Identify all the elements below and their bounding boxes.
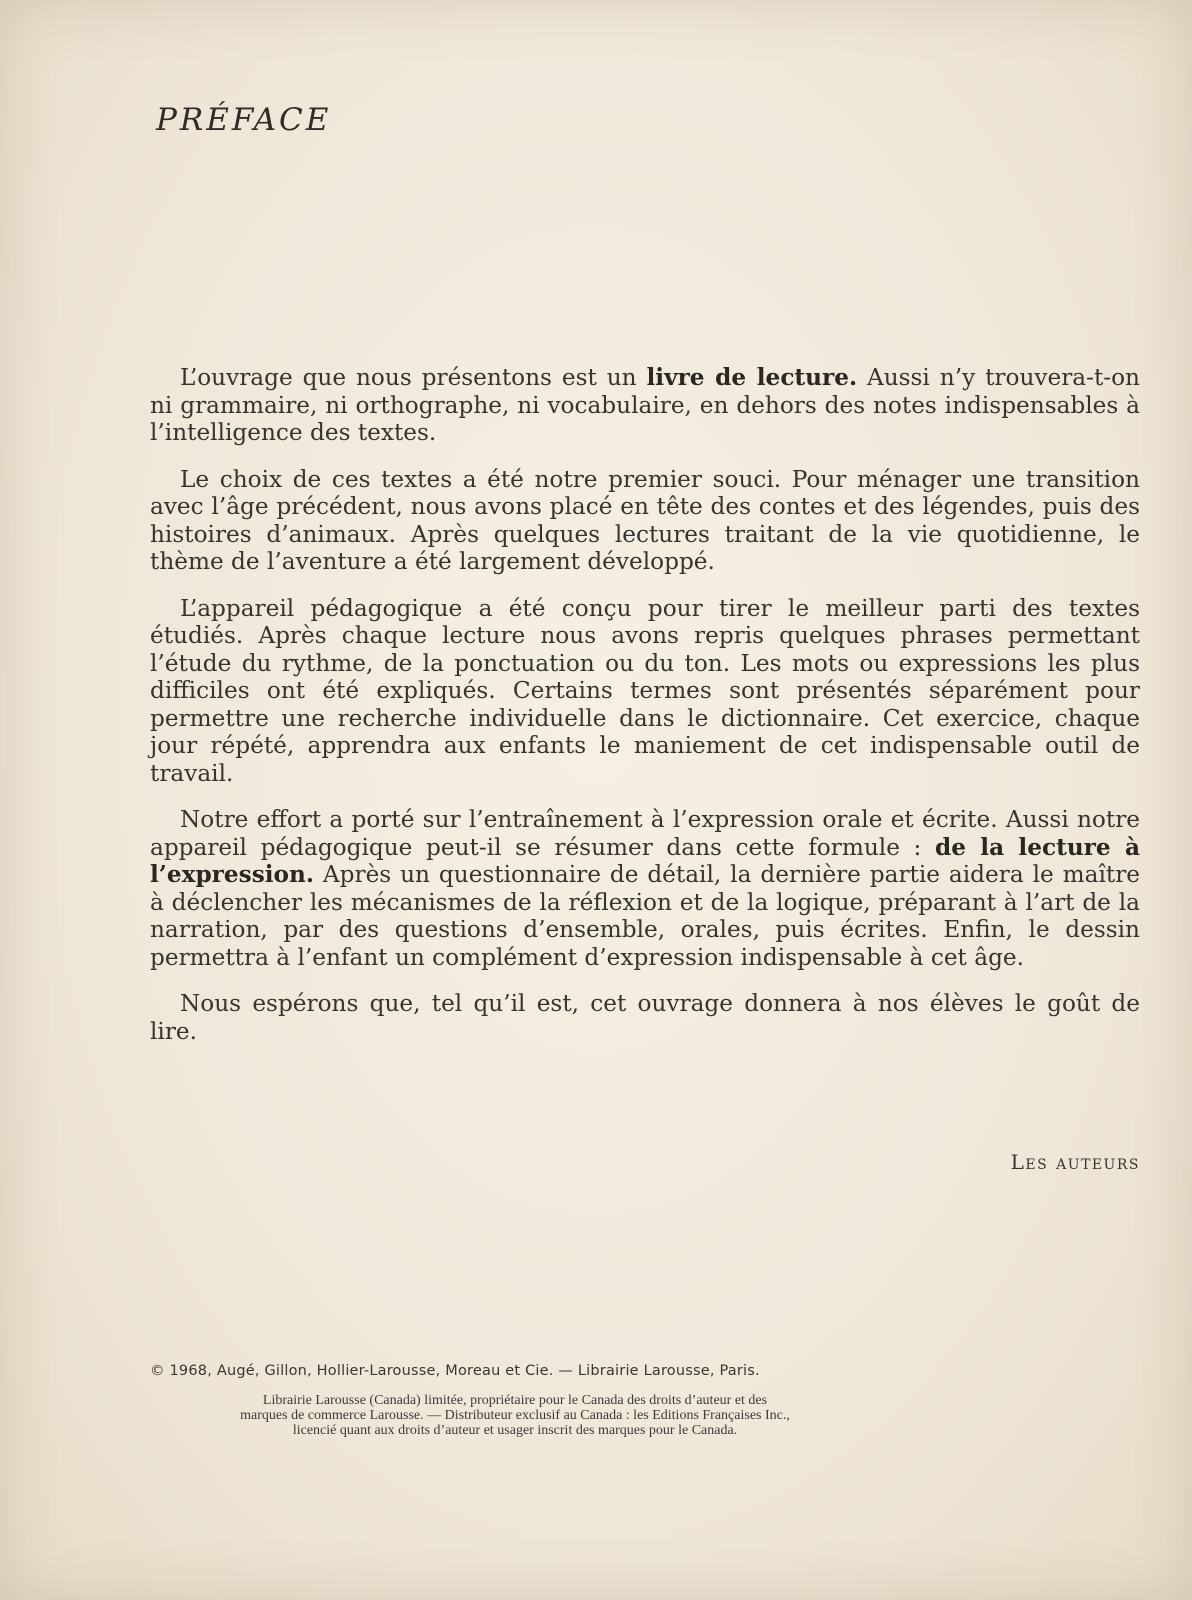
paragraph-text: Après un questionnaire de détail, la dernière partie aidera le maître à déclencher les mécanismes de la réflexion et de la logique, préparant à l’art de la narration, par des questions d’ensemble, orales, puis écrites. Enfin, le dessin permettra à l’enfant un complément d’expression indispensable à cet âge. [150, 861, 1140, 971]
legal-line: licencié quant aux droits d’auteur et usager inscrit des marques pour le Canada. [292, 1423, 738, 1438]
legal-notice [150, 1393, 880, 1438]
paragraph-5 [150, 990, 1140, 1045]
paragraph-4 [150, 806, 1140, 971]
paragraph-2 [150, 466, 1140, 576]
paragraph-1 [150, 364, 1140, 447]
signature [1011, 1150, 1140, 1174]
paragraph-text: L’ouvrage que nous présentons est un [180, 364, 647, 391]
legal-line: marques de commerce Larousse. — Distributeur exclusif au Canada : les Editions Françaises Inc., [240, 1408, 790, 1423]
emphasis-text: de la lecture à l’expression. [150, 833, 1140, 888]
paragraph-3 [150, 595, 1140, 788]
paragraph-text: Nous espérons que, tel qu’il est, cet ouvrage donnera à nos élèves le goût de lire. [150, 990, 1140, 1045]
page-title: PRÉFACE [156, 102, 332, 138]
signature-text: Les auteurs [1010, 1150, 1140, 1174]
paragraph-text: Notre effort a porté sur l’entraînement à l’expression orale et écrite. Aussi notre appareil pédagogique peut-il se résumer dans cette formule : [150, 806, 1140, 861]
emphasis-text: livre de lecture. [646, 364, 858, 391]
copyright-line: © 1968, Augé, Gillon, Hollier-Larousse, Moreau et Cie. — Librairie Larousse, Paris. [150, 1363, 760, 1379]
paragraph-text: Aussi n’y trouvera-t-on ni grammaire, ni orthographe, ni vocabulaire, en dehors des notes indispensables à l’intelligence des textes. [150, 364, 1140, 446]
preface-body [150, 364, 1140, 1064]
paragraph-text: Le choix de ces textes a été notre premier souci. Pour ménager une transition avec l’âge précédent, nous avons placé en tête des contes et des légendes, puis des histoires d’animaux. Après quelques lectures traitant de la vie quotidienne, le thème de l’aventure a été largement développé. [150, 465, 1140, 575]
paragraph-text: L’appareil pédagogique a été conçu pour tirer le meilleur parti des textes étudiés. Après chaque lecture nous avons repris quelques phrases permettant l’étude du rythme, de la ponctuation ou du ton. Les mots ou expressions les plus difficiles ont été expliqués. Certains termes sont présentés séparément pour permettre une recherche individuelle dans le dictionnaire. Cet exercice, chaque jour répété, apprendra aux enfants le maniement de cet indispensable outil de travail. [150, 594, 1140, 787]
legal-line: Librairie Larousse (Canada) limitée, propriétaire pour le Canada des droits d’auteur et des [262, 1393, 768, 1408]
